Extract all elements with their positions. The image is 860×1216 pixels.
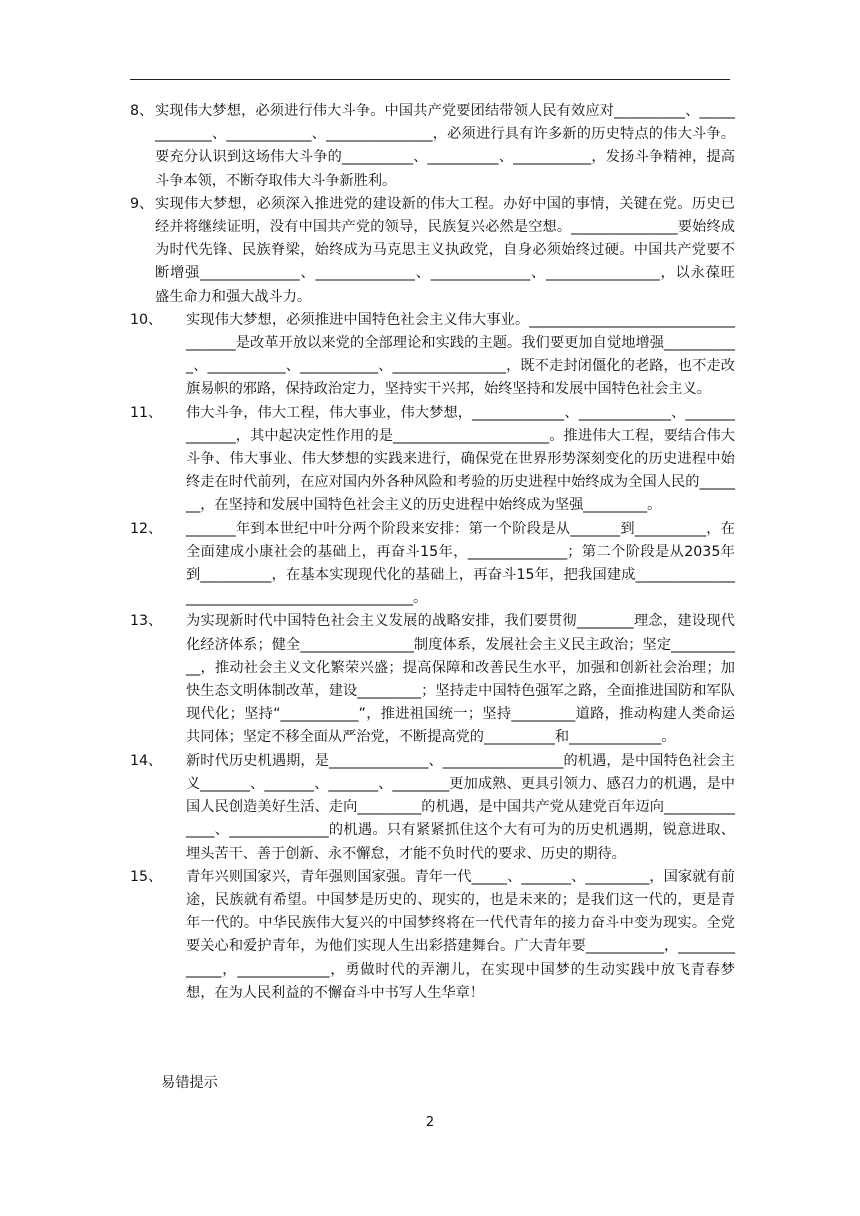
section-heading: 易错提示 (161, 1075, 218, 1091)
question-8 (130, 100, 735, 193)
question-15 (130, 866, 735, 1005)
question-text: 为实现新时代中国特色社会主义发展的战略安排，我们要贯彻________理念，建设现代化经济体系；健全________________制度体系，发展社会主义民主政治；坚定___________，推动社会主义文化繁荣兴盛；提高保障和改善民生水平，加强和创新社会治理；加快生态文明体制改革，建设_________；坚持走中国特色强军之路，全面推进国防和军队现代化；坚持“___________”，推进祖国统一；坚持_________道路，推动构建人类命运共同体；坚定不移全面从严治党，不断提高党的__________和_____________。 (186, 613, 735, 746)
question-number: 13、 (130, 613, 163, 630)
header-rule (130, 79, 730, 80)
page-number: 2 (425, 1115, 435, 1130)
question-10 (130, 309, 735, 402)
question-text: 实现伟大梦想，必须进行伟大斗争。中国共产党要团结带领人民有效应对__________、_____________、____________、_______________，必须进行具有许多新的历史特点的伟大斗争。要充分认识到这场伟大斗争的__________、__________、___________，发扬斗争精神，提高斗争本领，不断夺取伟大斗争新胜利。 (155, 103, 735, 189)
question-text: 实现伟大梦想，必须推进中国特色社会主义伟大事业。____________________________________是改革开放以来党的全部理论和实践的主题。我们要更加自觉地增强___________、___________、___________、________________，既不走封闭僵化的老路，也不走改旗易帜的邪路，保持政治定力，坚持实干兴邦，始终坚持和发展中国特色社会主义。 (186, 311, 735, 398)
question-number: 15、 (130, 868, 163, 885)
question-14 (130, 750, 735, 866)
question-9 (130, 193, 735, 309)
question-text: 实现伟大梦想，必须深入推进党的建设新的伟大工程。办好中国的事情，关键在党。历史已经并将继续证明，没有中国共产党的领导，民族复兴必然是空想。_______________要始终成为时代先锋、民族脊梁，始终成为马克思主义执政党，自身必须始终过硬。中国共产党要不断增强______________、______________、______________、________________，以永葆旺盛生命力和强大战斗力。 (155, 195, 735, 305)
question-number: 11、 (130, 404, 163, 421)
question-number: 14、 (130, 752, 163, 769)
question-number: 8、 (130, 103, 154, 119)
question-number: 10、 (130, 311, 163, 328)
question-text: 青年兴则国家兴，青年强则国家强。青年一代_____、_______、_________，国家就有前途，民族就有希望。中国梦是历史的、现实的，也是未来的；是我们这一代的，更是青年一代的。中华民族伟大复兴的中国梦终将在一代代青年的接力奋斗中变为现实。全党要关心和爱护青年，为他们实现人生出彩搭建舞台。广大青年要___________，_____________，_____________，勇做时代的弄潮儿，在实现中国梦的生动实践中放飞青春梦想，在为人民利益的不懈奋斗中书写人生华章！ (186, 868, 735, 1001)
question-13 (130, 610, 735, 749)
question-list (130, 100, 735, 1005)
question-number: 9、 (130, 195, 154, 212)
question-number: 12、 (130, 520, 163, 537)
question-text: 伟大斗争，伟大工程，伟大事业，伟大梦想，_____________、_____________、______________，其中起决定性作用的是______________________。推进伟大工程，要结合伟大斗争、伟大事业、伟大梦想的实践来进行，确保党在世界形势深刻变化的历史进程中始终走在时代前列，在应对国内外各种风险和考验的历史进程中始终成为全国人民的_______，在坚持和发展中国特色社会主义的历史进程中始终成为坚强_________。 (186, 404, 735, 514)
question-text: 新时代历史机遇期，是______________、_________________的机遇，是中国特色社会主义_______、_______、_______、________更加成熟、更具引领力、感召力的机遇，是中国人民创造美好生活、走向_________的机遇，是中国共产党从建党百年迈向______________、______________的机遇。只有紧紧抓住这个大有可为的历史机遇期，锐意进取、埋头苦干、善于创新、永不懈怠，才能不负时代的要求、历史的期待。 (186, 752, 735, 862)
question-11 (130, 402, 735, 518)
question-text: _______年到本世纪中叶分两个阶段来安排：第一个阶段是从_______到__________，在全面建成小康社会的基础上，再奋斗15年，______________；第二个阶段是从2035年到__________，在基本实现现代化的基础上，再奋斗15年，把我国建成______________________________________________。 (186, 520, 735, 607)
question-12 (130, 518, 735, 611)
